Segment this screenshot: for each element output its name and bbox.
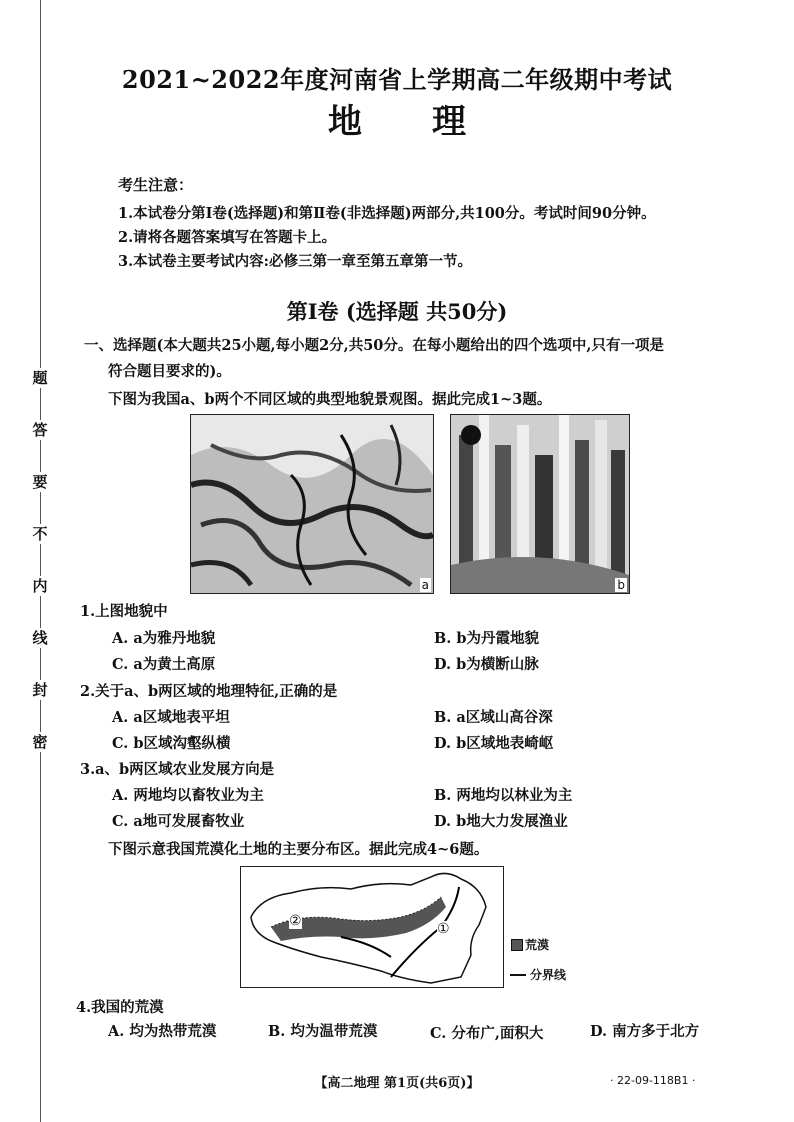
legend-desert-label: 荒漠: [525, 938, 550, 952]
subject-title: 地理: [328, 102, 536, 142]
question-2-option-a: A. a区域地表平坦: [112, 709, 230, 726]
desert-map: [240, 866, 504, 988]
margin-char: 线: [28, 628, 52, 648]
margin-char: 答: [28, 420, 52, 440]
region-marker-1: ①: [437, 921, 450, 937]
margin-char: 不: [28, 524, 52, 544]
question-1-option-b: B. b为丹霞地貌: [434, 630, 539, 647]
legend-desert-swatch: [511, 939, 523, 951]
question-3-option-b: B. 两地均以林业为主: [434, 787, 573, 804]
legend-boundary-line: [510, 974, 526, 976]
landform-photo-a: [190, 414, 434, 594]
question-4-option-d: D. 南方多于北方: [590, 1023, 700, 1040]
karst-pillars-image: [451, 415, 629, 593]
page-footer: 【高二地理 第1页(共6页)】: [314, 1076, 480, 1091]
landform-photo-b: [450, 414, 630, 594]
photo-label-a: a: [421, 578, 429, 592]
question-1-option-a: A. a为雅丹地貌: [112, 630, 216, 647]
notice-item: 1.本试卷分第Ⅰ卷(选择题)和第Ⅱ卷(非选择题)两部分,共100分。考试时间90分钟。: [118, 205, 656, 222]
intro-q1-3: 下图为我国a、b两个不同区域的典型地貌景观图。据此完成1~3题。: [108, 391, 552, 408]
loess-plateau-image: [191, 415, 433, 593]
part-instructions-cont: 符合题目要求的)。: [108, 363, 231, 380]
notice-item: 2.请将各题答案填写在答题卡上。: [118, 229, 337, 246]
section-title: 第Ⅰ卷 (选择题 共50分): [286, 299, 508, 324]
question-2-option-c: C. b区域沟壑纵横: [112, 735, 231, 752]
region-marker-2: ②: [289, 913, 302, 929]
question-3-option-d: D. b地大力发展渔业: [434, 813, 568, 830]
margin-char: 密: [28, 732, 52, 752]
china-outline-map: [241, 867, 503, 987]
question-2-stem: 2.关于a、b两区域的地理特征,正确的是: [80, 683, 338, 700]
margin-char: 题: [28, 368, 52, 388]
question-3-option-c: C. a地可发展畜牧业: [112, 813, 245, 830]
question-1-stem: 1.上图地貌中: [80, 603, 168, 620]
notice-item: 3.本试卷主要考试内容:必修三第一章至第五章第一节。: [118, 253, 472, 270]
exam-code: · 22-09-118B1 ·: [610, 1074, 696, 1087]
question-4-option-c: C. 分布广,面积大: [430, 1025, 544, 1042]
question-2-option-d: D. b区域地表崎岖: [434, 735, 554, 752]
legend-boundary-label: 分界线: [530, 968, 567, 982]
photo-label-b: b: [617, 578, 625, 592]
question-1-option-c: C. a为黄土高原: [112, 656, 216, 673]
intro-q4-6: 下图示意我国荒漠化土地的主要分布区。据此完成4~6题。: [108, 841, 489, 858]
binding-line: [40, 0, 41, 1122]
margin-char: 要: [28, 472, 52, 492]
exam-title: 2021~2022年度河南省上学期高二年级期中考试: [121, 65, 673, 94]
part-instructions: 一、选择题(本大题共25小题,每小题2分,共50分。在每小题给出的四个选项中,只有一项是: [84, 337, 664, 354]
question-3-option-a: A. 两地均以畜牧业为主: [112, 787, 264, 804]
notice-heading: 考生注意：: [118, 176, 194, 194]
question-4-stem: 4.我国的荒漠: [76, 999, 164, 1016]
question-2-option-b: B. a区域山高谷深: [434, 709, 553, 726]
question-4-option-a: A. 均为热带荒漠: [108, 1023, 217, 1040]
question-1-option-d: D. b为横断山脉: [434, 656, 539, 673]
question-4-option-b: B. 均为温带荒漠: [268, 1023, 378, 1040]
margin-char: 内: [28, 576, 52, 596]
margin-char: 封: [28, 680, 52, 700]
question-3-stem: 3.a、b两区域农业发展方向是: [80, 761, 275, 778]
